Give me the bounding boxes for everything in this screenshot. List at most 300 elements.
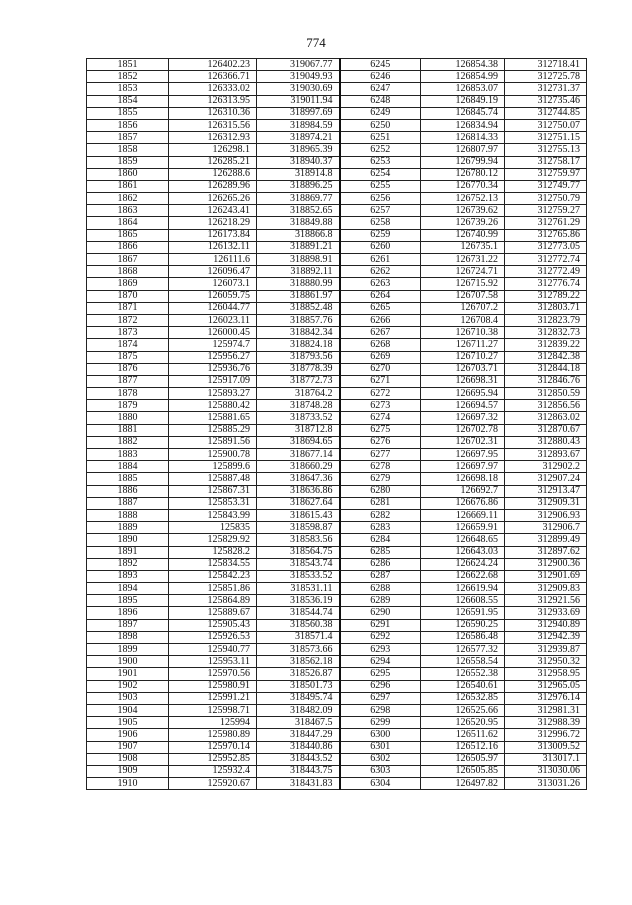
point-number-right: 6299	[340, 717, 421, 729]
y-coordinate-left: 318526.87	[257, 668, 340, 680]
x-coordinate-right: 126731.22	[421, 254, 505, 266]
y-coordinate-left: 318824.18	[257, 339, 340, 351]
y-coordinate-right: 312856.56	[505, 400, 587, 412]
point-number-left: 1853	[87, 83, 169, 95]
x-coordinate-left: 126096.47	[169, 266, 257, 278]
point-number-left: 1857	[87, 132, 169, 144]
x-coordinate-left: 126313.95	[169, 95, 257, 107]
point-number-right: 6286	[340, 558, 421, 570]
y-coordinate-right: 313009.52	[505, 741, 587, 753]
table-row	[87, 254, 587, 266]
y-coordinate-right: 312939.87	[505, 644, 587, 656]
table-row	[87, 473, 587, 485]
x-coordinate-left: 126000.45	[169, 327, 257, 339]
x-coordinate-right: 126648.65	[421, 534, 505, 546]
point-number-right: 6247	[340, 83, 421, 95]
x-coordinate-right: 126707.2	[421, 302, 505, 314]
x-coordinate-left: 125994	[169, 717, 257, 729]
x-coordinate-left: 126298.1	[169, 144, 257, 156]
x-coordinate-left: 126073.1	[169, 278, 257, 290]
point-number-left: 1888	[87, 509, 169, 521]
table-row	[87, 314, 587, 326]
point-number-left: 1893	[87, 570, 169, 582]
x-coordinate-right: 126520.95	[421, 717, 505, 729]
x-coordinate-right: 126608.55	[421, 595, 505, 607]
point-number-left: 1875	[87, 351, 169, 363]
y-coordinate-left: 319011.94	[257, 95, 340, 107]
y-coordinate-left: 318965.39	[257, 144, 340, 156]
x-coordinate-right: 126715.92	[421, 278, 505, 290]
point-number-left: 1860	[87, 168, 169, 180]
x-coordinate-left: 125887.48	[169, 473, 257, 485]
y-coordinate-left: 318536.19	[257, 595, 340, 607]
x-coordinate-right: 126711.27	[421, 339, 505, 351]
x-coordinate-left: 125917.09	[169, 375, 257, 387]
point-number-left: 1908	[87, 753, 169, 765]
point-number-left: 1862	[87, 193, 169, 205]
y-coordinate-right: 312776.74	[505, 278, 587, 290]
table-row	[87, 534, 587, 546]
x-coordinate-right: 126511.62	[421, 729, 505, 741]
y-coordinate-left: 318544.74	[257, 607, 340, 619]
point-number-right: 6277	[340, 449, 421, 461]
x-coordinate-left: 125843.99	[169, 509, 257, 521]
point-number-right: 6287	[340, 570, 421, 582]
point-number-right: 6263	[340, 278, 421, 290]
y-coordinate-right: 312755.13	[505, 144, 587, 156]
point-number-left: 1902	[87, 680, 169, 692]
x-coordinate-left: 126310.36	[169, 107, 257, 119]
y-coordinate-right: 312897.62	[505, 546, 587, 558]
table-row	[87, 449, 587, 461]
x-coordinate-right: 126697.95	[421, 449, 505, 461]
x-coordinate-left: 125974.7	[169, 339, 257, 351]
point-number-right: 6261	[340, 254, 421, 266]
table-row	[87, 412, 587, 424]
x-coordinate-right: 126698.18	[421, 473, 505, 485]
y-coordinate-right: 312759.27	[505, 205, 587, 217]
point-number-right: 6248	[340, 95, 421, 107]
table-row	[87, 388, 587, 400]
x-coordinate-right: 126622.68	[421, 570, 505, 582]
point-number-left: 1867	[87, 254, 169, 266]
y-coordinate-right: 312842.38	[505, 351, 587, 363]
x-coordinate-right: 126497.82	[421, 778, 505, 790]
y-coordinate-left: 318733.52	[257, 412, 340, 424]
point-number-left: 1881	[87, 424, 169, 436]
y-coordinate-left: 318748.28	[257, 400, 340, 412]
x-coordinate-left: 126243.41	[169, 205, 257, 217]
x-coordinate-right: 126849.19	[421, 95, 505, 107]
y-coordinate-right: 312880.43	[505, 436, 587, 448]
point-number-right: 6273	[340, 400, 421, 412]
point-number-right: 6300	[340, 729, 421, 741]
y-coordinate-left: 318764.2	[257, 388, 340, 400]
point-number-left: 1897	[87, 619, 169, 631]
point-number-right: 6249	[340, 107, 421, 119]
table-row	[87, 132, 587, 144]
point-number-left: 1895	[87, 595, 169, 607]
table-row	[87, 436, 587, 448]
point-number-left: 1880	[87, 412, 169, 424]
point-number-right: 6256	[340, 193, 421, 205]
y-coordinate-right: 312909.83	[505, 583, 587, 595]
y-coordinate-left: 318896.25	[257, 180, 340, 192]
table-row	[87, 351, 587, 363]
point-number-right: 6288	[340, 583, 421, 595]
y-coordinate-right: 312772.49	[505, 266, 587, 278]
x-coordinate-right: 126708.4	[421, 314, 505, 326]
y-coordinate-left: 318627.64	[257, 497, 340, 509]
y-coordinate-right: 312906.7	[505, 522, 587, 534]
y-coordinate-left: 318571.4	[257, 631, 340, 643]
table-row	[87, 778, 587, 790]
y-coordinate-left: 318842.34	[257, 327, 340, 339]
table-row	[87, 229, 587, 241]
point-number-right: 6262	[340, 266, 421, 278]
y-coordinate-right: 312870.67	[505, 424, 587, 436]
x-coordinate-right: 126698.31	[421, 375, 505, 387]
x-coordinate-right: 126624.24	[421, 558, 505, 570]
y-coordinate-right: 312988.39	[505, 717, 587, 729]
y-coordinate-right: 312907.24	[505, 473, 587, 485]
x-coordinate-left: 125853.31	[169, 497, 257, 509]
point-number-right: 6301	[340, 741, 421, 753]
y-coordinate-left: 318852.65	[257, 205, 340, 217]
y-coordinate-left: 318531.11	[257, 583, 340, 595]
point-number-right: 6293	[340, 644, 421, 656]
x-coordinate-left: 126289.96	[169, 180, 257, 192]
y-coordinate-left: 318533.52	[257, 570, 340, 582]
point-number-right: 6283	[340, 522, 421, 534]
x-coordinate-left: 126132.11	[169, 241, 257, 253]
point-number-left: 1863	[87, 205, 169, 217]
y-coordinate-right: 312913.47	[505, 485, 587, 497]
x-coordinate-right: 126834.94	[421, 119, 505, 131]
x-coordinate-left: 125899.6	[169, 461, 257, 473]
x-coordinate-right: 126577.32	[421, 644, 505, 656]
y-coordinate-left: 318852.48	[257, 302, 340, 314]
x-coordinate-right: 126710.27	[421, 351, 505, 363]
x-coordinate-left: 125936.76	[169, 363, 257, 375]
point-number-left: 1871	[87, 302, 169, 314]
x-coordinate-right: 126512.16	[421, 741, 505, 753]
point-number-left: 1858	[87, 144, 169, 156]
x-coordinate-left: 126402.23	[169, 59, 257, 71]
table-row	[87, 266, 587, 278]
y-coordinate-left: 318647.36	[257, 473, 340, 485]
point-number-left: 1903	[87, 692, 169, 704]
y-coordinate-left: 318974.21	[257, 132, 340, 144]
x-coordinate-left: 126059.75	[169, 290, 257, 302]
y-coordinate-left: 318440.86	[257, 741, 340, 753]
coordinates-table-body	[87, 59, 587, 790]
table-row	[87, 644, 587, 656]
table-row	[87, 217, 587, 229]
y-coordinate-right: 312749.77	[505, 180, 587, 192]
x-coordinate-left: 125905.43	[169, 619, 257, 631]
x-coordinate-left: 126218.29	[169, 217, 257, 229]
y-coordinate-right: 312901.69	[505, 570, 587, 582]
table-row	[87, 168, 587, 180]
point-number-right: 6294	[340, 656, 421, 668]
table-row	[87, 400, 587, 412]
y-coordinate-left: 318443.75	[257, 765, 340, 777]
point-number-left: 1854	[87, 95, 169, 107]
table-row	[87, 619, 587, 631]
table-row	[87, 668, 587, 680]
y-coordinate-left: 318898.91	[257, 254, 340, 266]
x-coordinate-left: 125926.53	[169, 631, 257, 643]
y-coordinate-right: 313030.06	[505, 765, 587, 777]
y-coordinate-right: 313017.1	[505, 753, 587, 765]
y-coordinate-left: 318543.74	[257, 558, 340, 570]
point-number-left: 1864	[87, 217, 169, 229]
x-coordinate-right: 126702.78	[421, 424, 505, 436]
y-coordinate-left: 318849.88	[257, 217, 340, 229]
y-coordinate-right: 312803.71	[505, 302, 587, 314]
x-coordinate-left: 126366.71	[169, 71, 257, 83]
y-coordinate-left: 318778.39	[257, 363, 340, 375]
point-number-right: 6268	[340, 339, 421, 351]
y-coordinate-left: 318573.66	[257, 644, 340, 656]
table-row	[87, 59, 587, 71]
point-number-left: 1856	[87, 119, 169, 131]
point-number-left: 1877	[87, 375, 169, 387]
point-number-left: 1891	[87, 546, 169, 558]
x-coordinate-right: 126505.97	[421, 753, 505, 765]
x-coordinate-right: 126780.12	[421, 168, 505, 180]
point-number-right: 6290	[340, 607, 421, 619]
table-row	[87, 375, 587, 387]
x-coordinate-left: 125980.89	[169, 729, 257, 741]
point-number-left: 1900	[87, 656, 169, 668]
y-coordinate-left: 318660.29	[257, 461, 340, 473]
x-coordinate-right: 126532.85	[421, 692, 505, 704]
x-coordinate-left: 125940.77	[169, 644, 257, 656]
x-coordinate-right: 126676.86	[421, 497, 505, 509]
x-coordinate-left: 125834.55	[169, 558, 257, 570]
x-coordinate-left: 125952.85	[169, 753, 257, 765]
table-row	[87, 95, 587, 107]
table-row	[87, 631, 587, 643]
y-coordinate-left: 318447.29	[257, 729, 340, 741]
x-coordinate-right: 126702.31	[421, 436, 505, 448]
y-coordinate-left: 318636.86	[257, 485, 340, 497]
table-row	[87, 327, 587, 339]
y-coordinate-right: 312759.97	[505, 168, 587, 180]
point-number-left: 1894	[87, 583, 169, 595]
x-coordinate-right: 126707.58	[421, 290, 505, 302]
table-row	[87, 241, 587, 253]
y-coordinate-right: 312823.79	[505, 314, 587, 326]
y-coordinate-right: 312839.22	[505, 339, 587, 351]
y-coordinate-left: 318562.18	[257, 656, 340, 668]
point-number-right: 6285	[340, 546, 421, 558]
x-coordinate-right: 126770.34	[421, 180, 505, 192]
y-coordinate-right: 312933.69	[505, 607, 587, 619]
y-coordinate-right: 312773.05	[505, 241, 587, 253]
y-coordinate-right: 312863.02	[505, 412, 587, 424]
y-coordinate-left: 318467.5	[257, 717, 340, 729]
table-row	[87, 680, 587, 692]
y-coordinate-left: 318891.21	[257, 241, 340, 253]
point-number-left: 1907	[87, 741, 169, 753]
x-coordinate-left: 126173.84	[169, 229, 257, 241]
table-row	[87, 656, 587, 668]
point-number-left: 1851	[87, 59, 169, 71]
x-coordinate-left: 126111.6	[169, 254, 257, 266]
point-number-left: 1896	[87, 607, 169, 619]
point-number-left: 1884	[87, 461, 169, 473]
y-coordinate-right: 312750.79	[505, 193, 587, 205]
y-coordinate-right: 312981.31	[505, 704, 587, 716]
table-row	[87, 704, 587, 716]
x-coordinate-left: 126285.21	[169, 156, 257, 168]
y-coordinate-right: 312958.95	[505, 668, 587, 680]
point-number-left: 1910	[87, 778, 169, 790]
y-coordinate-left: 318583.56	[257, 534, 340, 546]
x-coordinate-right: 126590.25	[421, 619, 505, 631]
x-coordinate-right: 126619.94	[421, 583, 505, 595]
y-coordinate-left: 319030.69	[257, 83, 340, 95]
y-coordinate-right: 312731.37	[505, 83, 587, 95]
y-coordinate-right: 312906.93	[505, 509, 587, 521]
point-number-left: 1876	[87, 363, 169, 375]
table-row	[87, 765, 587, 777]
table-row	[87, 546, 587, 558]
page-number: 774	[306, 35, 326, 50]
y-coordinate-right: 312950.32	[505, 656, 587, 668]
point-number-left: 1904	[87, 704, 169, 716]
point-number-left: 1899	[87, 644, 169, 656]
y-coordinate-right: 312909.31	[505, 497, 587, 509]
point-number-left: 1905	[87, 717, 169, 729]
point-number-left: 1874	[87, 339, 169, 351]
y-coordinate-left: 318866.8	[257, 229, 340, 241]
point-number-left: 1859	[87, 156, 169, 168]
x-coordinate-left: 125881.65	[169, 412, 257, 424]
x-coordinate-right: 126697.97	[421, 461, 505, 473]
x-coordinate-left: 125980.91	[169, 680, 257, 692]
table-row	[87, 729, 587, 741]
point-number-right: 6278	[340, 461, 421, 473]
coordinates-table	[86, 58, 587, 790]
y-coordinate-left: 318997.69	[257, 107, 340, 119]
point-number-left: 1898	[87, 631, 169, 643]
x-coordinate-left: 126044.77	[169, 302, 257, 314]
point-number-right: 6304	[340, 778, 421, 790]
point-number-right: 6272	[340, 388, 421, 400]
y-coordinate-right: 312758.17	[505, 156, 587, 168]
x-coordinate-right: 126814.33	[421, 132, 505, 144]
table-row	[87, 193, 587, 205]
y-coordinate-left: 318940.37	[257, 156, 340, 168]
table-row	[87, 83, 587, 95]
point-number-right: 6291	[340, 619, 421, 631]
point-number-right: 6245	[340, 59, 421, 71]
point-number-left: 1873	[87, 327, 169, 339]
point-number-right: 6255	[340, 180, 421, 192]
point-number-right: 6298	[340, 704, 421, 716]
y-coordinate-right: 312832.73	[505, 327, 587, 339]
point-number-right: 6266	[340, 314, 421, 326]
x-coordinate-left: 125864.89	[169, 595, 257, 607]
y-coordinate-left: 318712.8	[257, 424, 340, 436]
y-coordinate-right: 312761.29	[505, 217, 587, 229]
table-row	[87, 302, 587, 314]
x-coordinate-left: 125998.71	[169, 704, 257, 716]
y-coordinate-right: 312921.56	[505, 595, 587, 607]
point-number-left: 1878	[87, 388, 169, 400]
point-number-left: 1892	[87, 558, 169, 570]
x-coordinate-right: 126739.26	[421, 217, 505, 229]
y-coordinate-right: 312844.18	[505, 363, 587, 375]
x-coordinate-left: 125885.29	[169, 424, 257, 436]
x-coordinate-left: 125956.27	[169, 351, 257, 363]
y-coordinate-right: 312893.67	[505, 449, 587, 461]
x-coordinate-left: 125828.2	[169, 546, 257, 558]
x-coordinate-right: 126586.48	[421, 631, 505, 643]
y-coordinate-right: 312942.39	[505, 631, 587, 643]
point-number-left: 1869	[87, 278, 169, 290]
x-coordinate-left: 126315.56	[169, 119, 257, 131]
x-coordinate-left: 125893.27	[169, 388, 257, 400]
point-number-right: 6252	[340, 144, 421, 156]
x-coordinate-left: 125953.11	[169, 656, 257, 668]
x-coordinate-left: 126288.6	[169, 168, 257, 180]
point-number-left: 1865	[87, 229, 169, 241]
point-number-right: 6250	[340, 119, 421, 131]
y-coordinate-left: 318564.75	[257, 546, 340, 558]
y-coordinate-right: 312789.22	[505, 290, 587, 302]
point-number-left: 1882	[87, 436, 169, 448]
y-coordinate-right: 312976.14	[505, 692, 587, 704]
x-coordinate-left: 125970.56	[169, 668, 257, 680]
y-coordinate-left: 318861.97	[257, 290, 340, 302]
point-number-left: 1889	[87, 522, 169, 534]
x-coordinate-right: 126845.74	[421, 107, 505, 119]
point-number-right: 6280	[340, 485, 421, 497]
y-coordinate-left: 318443.52	[257, 753, 340, 765]
table-row	[87, 205, 587, 217]
point-number-right: 6258	[340, 217, 421, 229]
x-coordinate-right: 126703.71	[421, 363, 505, 375]
x-coordinate-left: 126312.93	[169, 132, 257, 144]
x-coordinate-right: 126552.38	[421, 668, 505, 680]
point-number-right: 6271	[340, 375, 421, 387]
point-number-right: 6260	[340, 241, 421, 253]
y-coordinate-left: 318857.76	[257, 314, 340, 326]
point-number-right: 6270	[340, 363, 421, 375]
point-number-right: 6257	[340, 205, 421, 217]
y-coordinate-left: 318615.43	[257, 509, 340, 521]
x-coordinate-left: 125842.23	[169, 570, 257, 582]
point-number-right: 6269	[340, 351, 421, 363]
point-number-left: 1886	[87, 485, 169, 497]
x-coordinate-left: 125900.78	[169, 449, 257, 461]
y-coordinate-left: 319067.77	[257, 59, 340, 71]
x-coordinate-left: 125932.4	[169, 765, 257, 777]
x-coordinate-left: 125970.14	[169, 741, 257, 753]
table-row	[87, 558, 587, 570]
point-number-right: 6279	[340, 473, 421, 485]
x-coordinate-right: 126710.38	[421, 327, 505, 339]
table-row	[87, 607, 587, 619]
y-coordinate-left: 318984.59	[257, 119, 340, 131]
x-coordinate-right: 126799.94	[421, 156, 505, 168]
y-coordinate-left: 318892.11	[257, 266, 340, 278]
